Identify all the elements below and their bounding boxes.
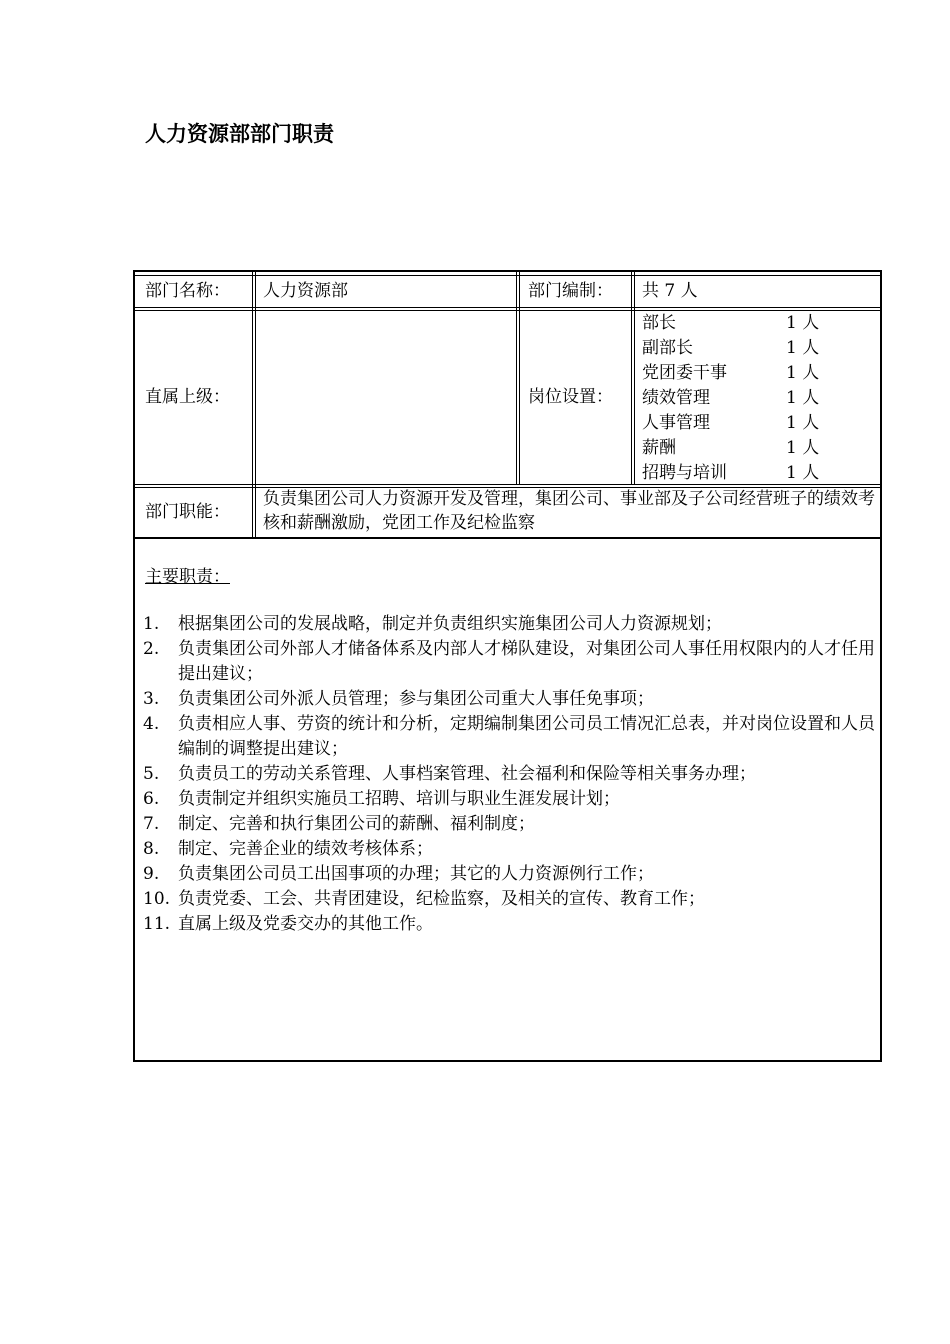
duty-number: 11. — [143, 914, 171, 934]
list-item — [143, 812, 877, 837]
list-item — [143, 787, 877, 812]
positions-label: 岗位设置： — [528, 387, 613, 407]
list-item — [143, 637, 877, 687]
function-value: 负责集团公司人力资源开发及管理，集团公司、事业部及子公司经营班子的绩效考核和薪酬激励，党团工作及纪检监察 — [263, 489, 875, 533]
duty-text: 负责制定并组织实施员工招聘、培训与职业生涯发展计划； — [178, 789, 620, 809]
duty-text: 负责集团公司外派人员管理；参与集团公司重大人事任免事项； — [178, 689, 654, 709]
position-name: 薪酬 — [642, 438, 676, 458]
duty-text: 制定、完善企业的绩效考核体系； — [178, 839, 433, 859]
table-column-divider — [631, 272, 632, 485]
table-column-divider — [252, 272, 253, 537]
table-column-divider — [634, 272, 635, 485]
position-row — [642, 336, 846, 361]
duty-number: 6. — [143, 789, 160, 809]
position-list — [642, 311, 846, 486]
duty-number: 5. — [143, 764, 160, 784]
duty-text: 负责党委、工会、共青团建设，纪检监察，及相关的宣传、教育工作； — [178, 889, 705, 909]
position-row — [642, 411, 846, 436]
duty-number: 3. — [143, 689, 160, 709]
duty-text: 制定、完善和执行集团公司的薪酬、福利制度； — [178, 814, 535, 834]
position-count: 1 人 — [786, 463, 820, 483]
function-label: 部门职能： — [145, 502, 230, 522]
position-count: 1 人 — [786, 363, 820, 383]
staffing-label: 部门编制： — [528, 281, 613, 301]
list-item — [143, 837, 877, 862]
position-name: 绩效管理 — [642, 388, 710, 408]
table-row-divider — [135, 275, 880, 276]
position-count: 1 人 — [786, 438, 820, 458]
dept-name-value: 人力资源部 — [263, 281, 348, 301]
list-item — [143, 887, 877, 912]
staffing-value: 共 7 人 — [642, 281, 698, 301]
duty-number: 10. — [143, 889, 171, 909]
position-name: 部长 — [642, 313, 676, 333]
page-title: 人力资源部部门职责 — [145, 122, 334, 146]
duty-text: 负责相应人事、劳资的统计和分析，定期编制集团公司员工情况汇总表，并对岗位设置和人员编制的调整提出建议； — [178, 714, 875, 759]
duty-text: 根据集团公司的发展战略，制定并负责组织实施集团公司人力资源规划； — [178, 614, 722, 634]
duty-text: 负责员工的劳动关系管理、人事档案管理、社会福利和保险等相关事务办理； — [178, 764, 756, 784]
position-row — [642, 436, 846, 461]
superior-label: 直属上级： — [145, 387, 230, 407]
list-item — [143, 862, 877, 887]
duties-heading-text: 主要职责： — [145, 567, 230, 587]
position-count: 1 人 — [786, 388, 820, 408]
table-column-divider — [519, 272, 520, 485]
duty-number: 8. — [143, 839, 160, 859]
position-row — [642, 311, 846, 336]
duty-number: 7. — [143, 814, 160, 834]
position-name: 人事管理 — [642, 413, 710, 433]
position-row — [642, 461, 846, 486]
position-row — [642, 361, 846, 386]
duty-text: 负责集团公司外部人才储备体系及内部人才梯队建设，对集团公司人事任用权限内的人才任用提出建议； — [178, 639, 875, 684]
table-row-divider — [135, 307, 880, 308]
duty-number: 9. — [143, 864, 160, 884]
table-row-divider — [135, 537, 880, 539]
dept-name-label: 部门名称： — [145, 281, 230, 301]
list-item — [143, 687, 877, 712]
list-item — [143, 912, 877, 937]
list-item — [143, 762, 877, 787]
duty-number: 1. — [143, 614, 160, 634]
table-column-divider — [516, 272, 517, 485]
position-name: 副部长 — [642, 338, 693, 358]
duty-number: 2. — [143, 639, 160, 659]
position-count: 1 人 — [786, 413, 820, 433]
duty-number: 4. — [143, 714, 160, 734]
duty-list — [143, 612, 877, 937]
duty-text: 直属上级及党委交办的其他工作。 — [178, 914, 433, 934]
duty-text: 负责集团公司员工出国事项的办理；其它的人力资源例行工作； — [178, 864, 654, 884]
position-count: 1 人 — [786, 338, 820, 358]
table-column-divider — [255, 272, 256, 537]
list-item — [143, 712, 877, 762]
list-item — [143, 612, 877, 637]
position-count: 1 人 — [786, 313, 820, 333]
position-name: 招聘与培训 — [642, 463, 727, 483]
position-name: 党团委干事 — [642, 363, 727, 383]
duties-heading — [145, 565, 230, 590]
position-row — [642, 386, 846, 411]
